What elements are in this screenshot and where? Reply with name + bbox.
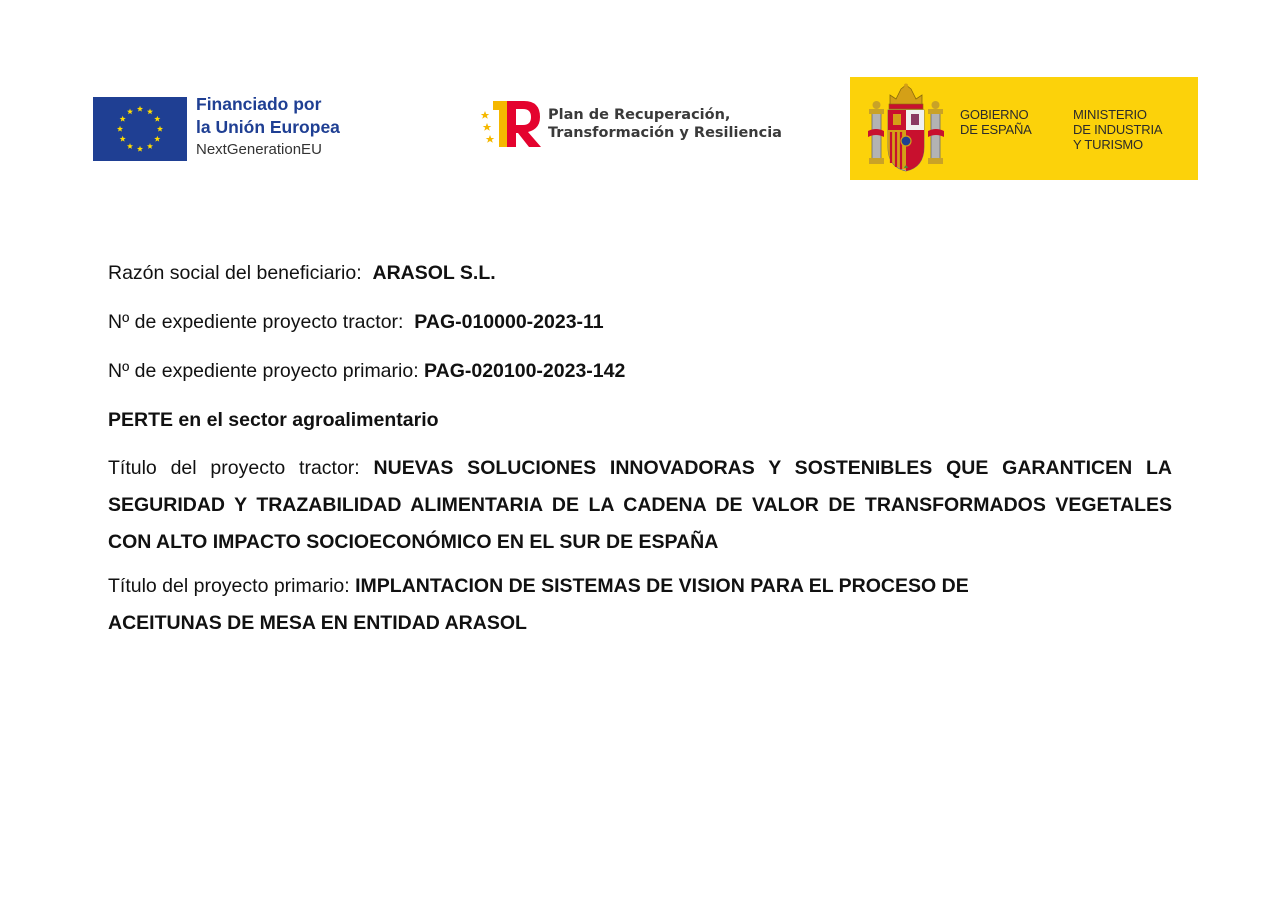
ministerio-line2: DE INDUSTRIA	[1073, 122, 1163, 137]
titulo-primario-paragraph	[108, 568, 1172, 642]
government-ministry-logo	[850, 77, 1198, 180]
eu-star-icon	[120, 116, 126, 122]
gobierno-line1: GOBIERNO	[960, 107, 1029, 122]
eu-star-icon	[120, 136, 126, 142]
expediente-primario-label: Nº de expediente proyecto primario:	[108, 360, 419, 382]
recovery-plan-line1: Plan de Recuperación,	[548, 107, 731, 123]
expediente-primario-value: PAG-020100-2023-142	[424, 360, 626, 382]
eu-star-icon	[147, 143, 153, 149]
eu-star-icon	[117, 126, 123, 132]
ministerio-line3: Y TURISMO	[1073, 137, 1143, 152]
ministerio-text	[1073, 107, 1162, 152]
project-info	[108, 258, 1172, 642]
recovery-plan-text	[548, 106, 782, 142]
eu-star-icon	[137, 106, 143, 112]
titulo-primario-label: Título del proyecto primario:	[108, 575, 350, 597]
eu-star-icon	[157, 126, 163, 132]
eu-star-icon	[147, 108, 153, 114]
expediente-tractor-value: PAG-010000-2023-11	[414, 311, 604, 333]
recovery-plan-line2: Transformación y Resiliencia	[548, 125, 782, 141]
expediente-primario-row	[108, 356, 1172, 405]
ministerio-line1: MINISTERIO	[1073, 107, 1147, 122]
titulo-primario-value-line2: ACEITUNAS DE MESA EN ENTIDAD ARASOL	[108, 612, 527, 634]
eu-funding-logo	[93, 96, 340, 162]
eu-star-icon	[127, 108, 133, 114]
eu-funding-line3: NextGenerationEU	[196, 141, 322, 158]
beneficiario-value: ARASOL S.L.	[372, 262, 496, 284]
eu-star-icon	[127, 143, 133, 149]
spain-coat-of-arms-icon	[866, 83, 946, 175]
eu-funding-line1: Financiado por	[196, 94, 322, 114]
eu-star-icon	[154, 136, 160, 142]
titulo-tractor-label: Título del proyecto tractor:	[108, 457, 360, 479]
eu-star-icon	[137, 146, 143, 152]
recovery-plan-mark-icon	[480, 96, 544, 152]
eu-funding-text	[196, 93, 340, 161]
beneficiario-row	[108, 258, 1172, 307]
titulo-tractor-value: NUEVAS SOLUCIONES INNOVADORAS Y SOSTENIBLES QUE GARANTICEN LA SEGURIDAD Y TRAZABILIDAD ALIMENTARIA DE LA CADENA DE VALOR DE TRANSFORMADOS VEGETALES CON ALTO IMPACTO SOCIOECONÓMICO EN EL SUR DE ESPAÑA	[108, 457, 1172, 553]
perte-heading: PERTE en el sector agroalimentario	[108, 409, 439, 431]
recovery-plan-logo	[480, 96, 782, 152]
gobierno-line2: DE ESPAÑA	[960, 122, 1032, 137]
expediente-tractor-label: Nº de expediente proyecto tractor:	[108, 311, 404, 333]
expediente-tractor-row	[108, 307, 1172, 356]
beneficiario-label: Razón social del beneficiario:	[108, 262, 362, 284]
eu-flag-icon	[93, 97, 187, 161]
gobierno-text	[960, 107, 1032, 137]
eu-star-icon	[154, 116, 160, 122]
eu-funding-line2: la Unión Europea	[196, 117, 340, 137]
titulo-primario-value-line1: IMPLANTACION DE SISTEMAS DE VISION PARA EL PROCESO DE	[355, 575, 969, 597]
titulo-tractor-paragraph	[108, 450, 1172, 561]
